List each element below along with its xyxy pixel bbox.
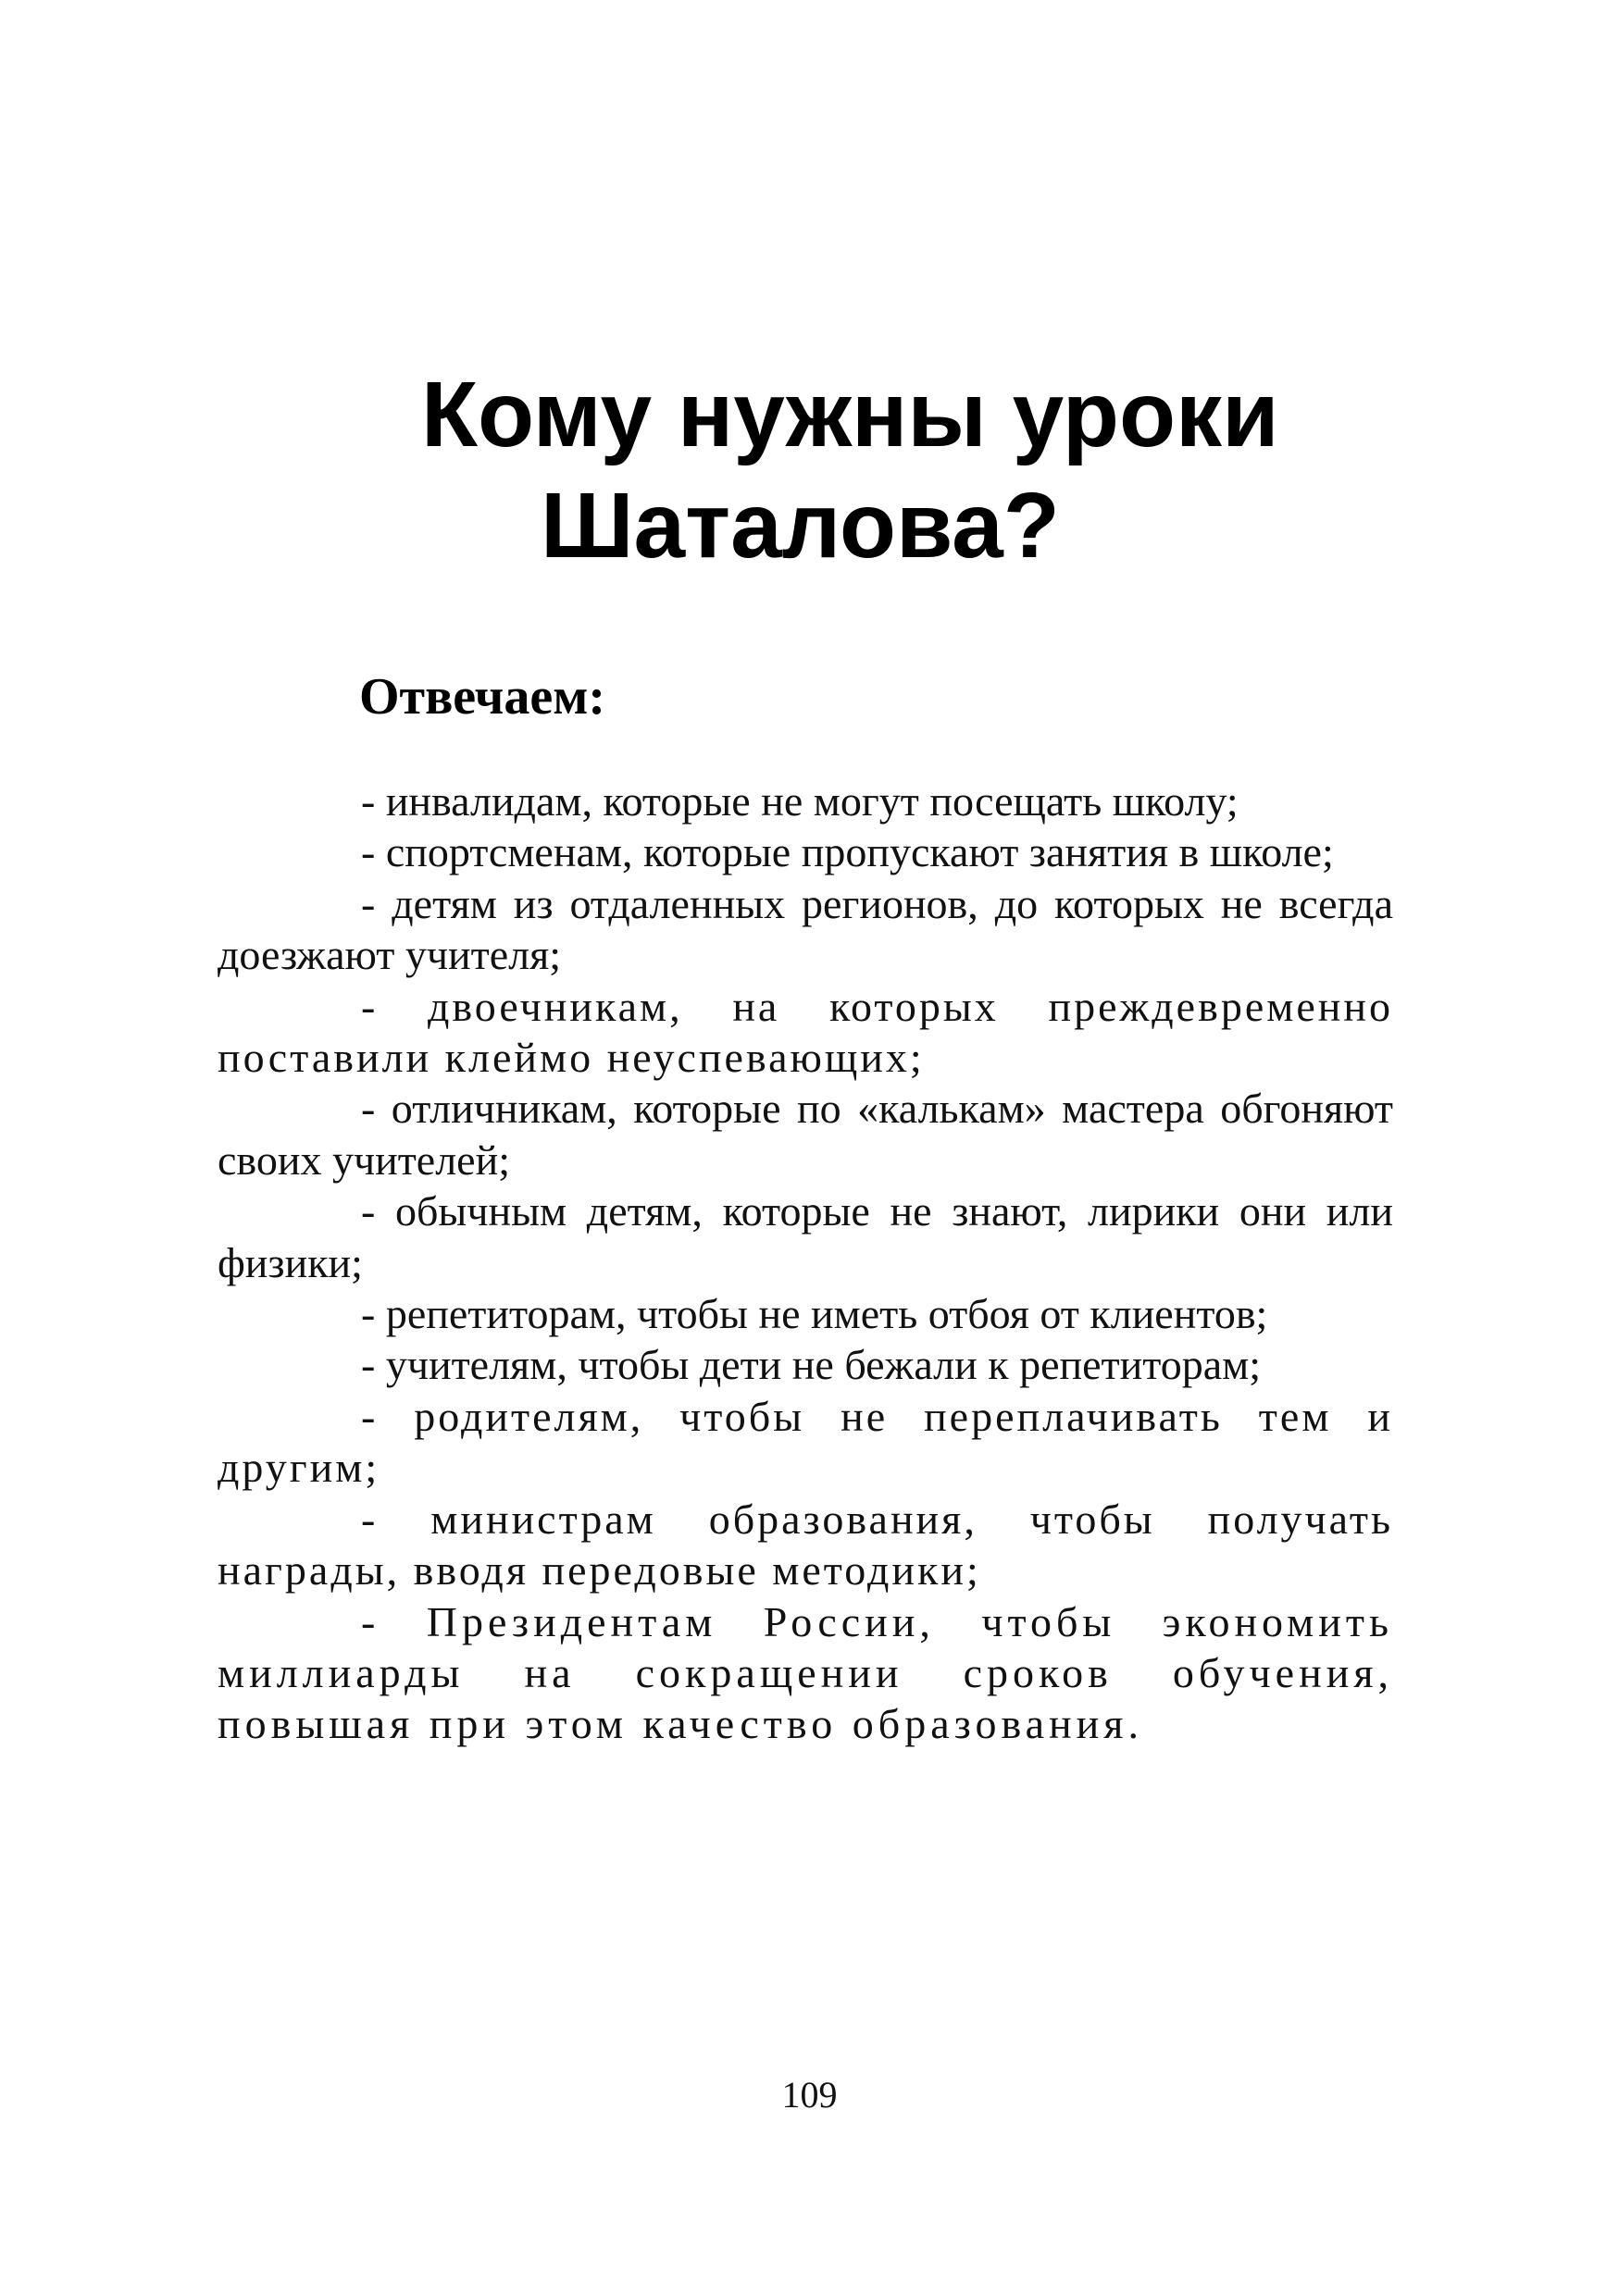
list-item: - инвалидам, которые не могут посещать школу; <box>361 777 1239 825</box>
list-item: - Президентам России, чтобы экономить миллиарды на сокращении сроков обучения, повышая при этом качество образования. <box>218 1597 1393 1748</box>
list-item: - учителям, чтобы дети не бежали к репетиторам; <box>361 1341 1262 1389</box>
list-item: - родителям, чтобы не переплачивать тем и другим; <box>218 1392 1393 1492</box>
list-item: - репетиторам, чтобы не иметь отбоя от клиентов; <box>361 1290 1268 1338</box>
list-item: - министрам образования, чтобы получать награды, вводя передовые методики; <box>218 1495 1393 1595</box>
answer-list <box>218 776 1393 1750</box>
title-line-1: Кому нужны уроки <box>421 363 1279 466</box>
list-item: - обычным детям, которые не знают, лирики они или физики; <box>218 1187 1393 1286</box>
subtitle: Отвечаем: <box>359 668 605 726</box>
title-line-2: Шаталова? <box>541 474 1060 577</box>
list-item: - спортсменам, которые пропускают занятия в школе; <box>361 828 1334 876</box>
page-title <box>0 359 1619 581</box>
list-item: - двоечникам, на которых преждевременно поставили клеймо неуспевающих; <box>218 982 1393 1082</box>
page-number: 109 <box>781 2074 838 2116</box>
list-item: - отличникам, которые по «калькам» мастера обгоняют своих учителей; <box>218 1085 1393 1184</box>
list-item: - детям из отдаленных регионов, до которых не всегда доезжают учителя; <box>218 879 1393 979</box>
